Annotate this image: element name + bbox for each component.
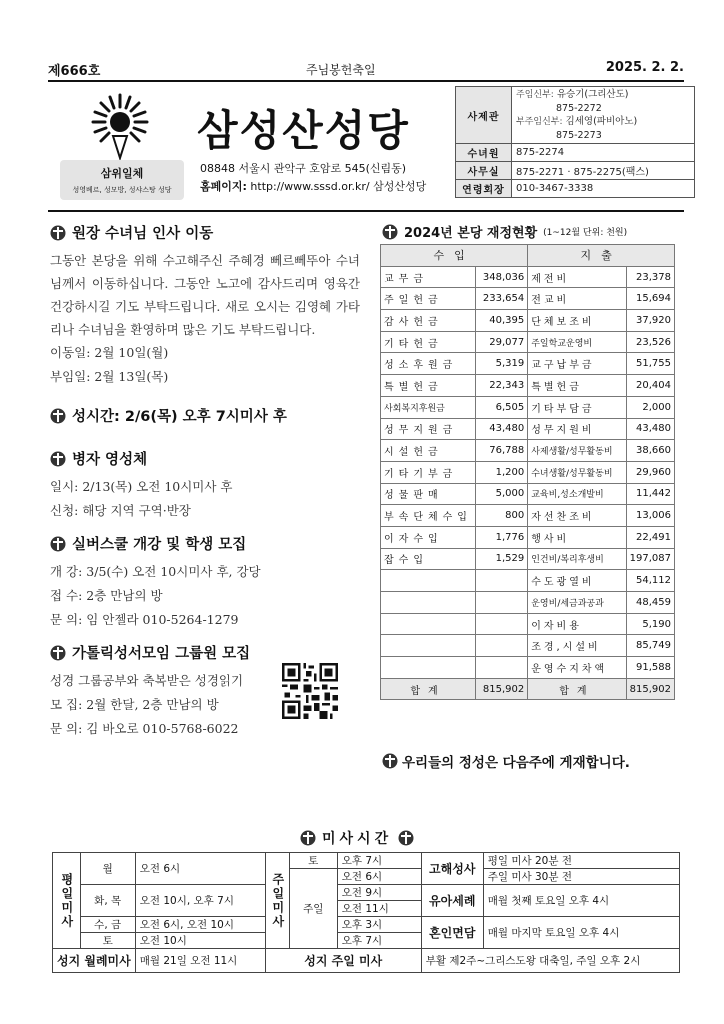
notice-4-line-3: 문 의: 임 안젤라 010-5264-1279	[50, 612, 239, 627]
finance-period: (1~12월 단위: 천원)	[543, 228, 628, 238]
income-label: 감사헌금	[381, 310, 476, 332]
finance-row	[381, 613, 675, 635]
income-label: 교무금	[381, 266, 476, 288]
shrine-sunday-time: 부활 제2주~그리스도왕 대축일, 주일 오후 2시	[421, 949, 679, 973]
notice-1-title: 원장 수녀님 인사 이동	[72, 226, 214, 242]
expense-value: 29,960	[626, 461, 674, 483]
council-label: 연령회장	[456, 180, 512, 198]
income-label	[381, 635, 476, 657]
office-label: 사무실	[456, 162, 512, 180]
notice-3-heading	[50, 448, 360, 469]
income-label: 기타기부금	[381, 461, 476, 483]
finance-row	[381, 440, 675, 462]
income-label: 주일헌금	[381, 288, 476, 310]
notice-5-body	[50, 669, 360, 741]
trinity-subtitle: 성영베르, 성모방, 성샤스탕 성당	[72, 186, 172, 194]
finance-row	[381, 353, 675, 375]
expense-label: 자선찬조비	[528, 505, 626, 527]
expense-value: 48,459	[626, 592, 674, 614]
income-value	[475, 592, 527, 614]
notice-5-title: 가톨릭성서모임 그룹원 모집	[72, 646, 251, 662]
wed-fri-time: 오전 6시, 오전 10시	[135, 917, 265, 933]
shrine-monthly-label: 성지 월례미사	[53, 949, 136, 973]
pastor-name: 유승기(그리산도)	[556, 89, 629, 100]
homepage-line	[200, 178, 426, 194]
income-value: 43,480	[475, 418, 527, 440]
pastor-role: 주임신부:	[516, 90, 554, 100]
donation-note-text: 우리들의 정성은 다음주에 게재합니다.	[402, 755, 630, 771]
finance-row	[381, 331, 675, 353]
income-label	[381, 570, 476, 592]
sun-time-1: 오전 6시	[337, 869, 421, 885]
issue-date: 2025. 2. 2.	[605, 60, 684, 75]
rectory-info	[512, 87, 695, 144]
expense-value: 51,755	[626, 353, 674, 375]
notice-3-title: 병자 영성체	[72, 452, 148, 468]
contact-table	[455, 86, 695, 198]
income-value: 29,077	[475, 331, 527, 353]
income-label: 기타헌금	[381, 331, 476, 353]
confession-sunday: 주일 미사 30분 전	[483, 869, 679, 885]
notice-3-line-2: 신청: 해당 지역 구역·반장	[50, 503, 191, 518]
finance-row	[381, 396, 675, 418]
expense-value: 91,588	[626, 657, 674, 679]
day-tue-thu: 화, 목	[80, 885, 135, 917]
sunday-mass-label: 주일미사	[265, 853, 289, 949]
expense-label: 주일학교운영비	[528, 331, 626, 353]
expense-header: 지출	[528, 245, 675, 267]
notice-4-line-2: 접 수: 2층 만남의 방	[50, 588, 163, 603]
income-value: 5,000	[475, 483, 527, 505]
income-value: 233,654	[475, 288, 527, 310]
baptism-schedule: 매월 첫째 토요일 오후 4시	[483, 885, 679, 917]
expense-value: 85,749	[626, 635, 674, 657]
trinity-title: 삼위일체	[100, 167, 144, 180]
income-label: 부속단체수입	[381, 505, 476, 527]
income-value	[475, 657, 527, 679]
notice-5-heading	[50, 642, 360, 663]
cross-emblem-icon	[50, 408, 66, 424]
sat-time: 오전 10시	[135, 933, 265, 949]
finance-row	[381, 483, 675, 505]
finance-row	[381, 657, 675, 679]
sunday-label: 주일	[289, 869, 337, 949]
finance-row	[381, 526, 675, 548]
expense-label: 전교비	[528, 288, 626, 310]
sun-time-2: 오전 9시	[337, 885, 421, 901]
cross-emblem-icon	[50, 536, 66, 552]
sun-sat-time: 오후 7시	[337, 853, 421, 869]
expense-value: 38,660	[626, 440, 674, 462]
sun-sat-label: 토	[289, 853, 337, 869]
church-address: 08848 서울시 관악구 호암로 545(신림동)	[200, 162, 407, 175]
income-label: 잡수입	[381, 548, 476, 570]
income-label: 성물판매	[381, 483, 476, 505]
finance-row	[381, 592, 675, 614]
donation-note	[382, 752, 682, 774]
mon-time: 오전 6시	[135, 853, 265, 885]
cross-emblem-icon	[398, 830, 414, 846]
tue-thu-time: 오전 10시, 오후 7시	[135, 885, 265, 917]
day-sat: 토	[80, 933, 135, 949]
assoc-phone: 875-2273	[556, 130, 602, 141]
expense-value: 197,087	[626, 548, 674, 570]
convent-phone: 875-2274	[512, 144, 695, 162]
expense-value: 2,000	[626, 396, 674, 418]
expense-label: 이자비용	[528, 613, 626, 635]
assoc-name: 김세영(파비아노)	[565, 116, 638, 127]
notice-3-line-1: 일시: 2/13(목) 오전 10시미사 후	[50, 479, 233, 494]
income-label: 성소후원금	[381, 353, 476, 375]
notice-2-heading	[50, 405, 360, 426]
confession-weekday: 평일 미사 20분 전	[483, 853, 679, 869]
expense-label: 조경,시설비	[528, 635, 626, 657]
income-label: 이자수입	[381, 526, 476, 548]
finance-row	[381, 505, 675, 527]
expense-value: 54,112	[626, 570, 674, 592]
income-header: 수입	[381, 245, 528, 267]
finance-row	[381, 288, 675, 310]
total-expense-label: 합계	[528, 678, 626, 700]
qr-code-icon[interactable]	[282, 663, 338, 719]
finance-table	[380, 244, 675, 700]
total-expense: 815,902	[626, 678, 674, 700]
day-wed-fri: 수, 금	[80, 917, 135, 933]
expense-label: 제전비	[528, 266, 626, 288]
masthead-line	[48, 58, 684, 82]
notice-1-arrive-date: 부임일: 2월 13일(목)	[50, 369, 169, 384]
church-logo-icon	[86, 92, 154, 160]
council-phone: 010-3467-3338	[512, 180, 695, 198]
notice-2-title: 성시간: 2/6(목) 오후 7시미사 후	[72, 409, 287, 425]
income-value: 800	[475, 505, 527, 527]
total-income: 815,902	[475, 678, 527, 700]
expense-label: 교구납부금	[528, 353, 626, 375]
cross-emblem-icon	[50, 225, 66, 241]
income-value: 1,776	[475, 526, 527, 548]
finance-row	[381, 310, 675, 332]
expense-value: 23,526	[626, 331, 674, 353]
marriage-label: 혼인면담	[421, 917, 483, 949]
marriage-schedule: 매월 마지막 토요일 오후 4시	[483, 917, 679, 949]
income-value: 1,200	[475, 461, 527, 483]
cross-emblem-icon	[300, 830, 316, 846]
notice-1-heading	[50, 222, 360, 243]
expense-value: 13,006	[626, 505, 674, 527]
expense-label: 기타부담금	[528, 396, 626, 418]
expense-value: 22,491	[626, 526, 674, 548]
notice-5-line-3: 문 의: 김 바오로 010-5768-6022	[50, 721, 239, 736]
expense-value: 15,694	[626, 288, 674, 310]
expense-label: 교육비,성소개발비	[528, 483, 626, 505]
finance-row	[381, 635, 675, 657]
convent-label: 수녀원	[456, 144, 512, 162]
office-phone: 875-2271 · 875-2275(팩스)	[512, 162, 695, 180]
notice-1-body: 그동안 본당을 위해 수고해주신 주혜경 뻬르뻬뚜아 수녀님께서 이동하십니다. 그동안 노고에 감사드리며 영육간 건강하시길 기도 부탁드립니다. 새로 오시는 김영혜 가타리나 수녀님을 환영하며 많은 기도 부탁드립니다.	[50, 253, 360, 337]
notice-1-move-date: 이동일: 2월 10일(월)	[50, 345, 169, 360]
cross-emblem-icon	[382, 224, 398, 240]
confession-label: 고해성사	[421, 853, 483, 885]
income-value	[475, 570, 527, 592]
expense-value: 37,920	[626, 310, 674, 332]
income-label: 사회복지후원금	[381, 396, 476, 418]
issue-number: 제666호	[48, 64, 101, 79]
income-value: 40,395	[475, 310, 527, 332]
income-label	[381, 657, 476, 679]
expense-value: 23,378	[626, 266, 674, 288]
cross-emblem-icon	[50, 645, 66, 661]
weekday-mass-label: 평일미사	[53, 853, 81, 949]
expense-value: 5,190	[626, 613, 674, 635]
income-value: 348,036	[475, 266, 527, 288]
cross-emblem-icon	[382, 753, 398, 769]
sun-time-5: 오후 7시	[337, 933, 421, 949]
finance-heading	[382, 222, 627, 241]
expense-label: 사제생활/성무활동비	[528, 440, 626, 462]
notice-4-title: 실버스쿨 개강 및 학생 모집	[72, 537, 247, 553]
notice-5-line-1: 성경 그룹공부와 축복받은 성경읽기	[50, 673, 244, 688]
liturgical-day: 주님봉헌축일	[306, 63, 376, 77]
notices-column	[50, 222, 360, 741]
church-name: 삼성산성당	[197, 106, 410, 155]
income-value: 5,319	[475, 353, 527, 375]
income-label	[381, 613, 476, 635]
notice-4-line-1: 개 강: 3/5(수) 오전 10시미사 후, 강당	[50, 564, 261, 579]
trinity-box	[60, 160, 184, 200]
expense-value: 20,404	[626, 375, 674, 397]
finance-row	[381, 570, 675, 592]
expense-value: 11,442	[626, 483, 674, 505]
expense-label: 운영비/세금과공과	[528, 592, 626, 614]
top-divider	[48, 80, 684, 82]
finance-row	[381, 418, 675, 440]
income-label: 특별헌금	[381, 375, 476, 397]
income-value: 76,788	[475, 440, 527, 462]
income-label: 시설헌금	[381, 440, 476, 462]
cross-emblem-icon	[50, 451, 66, 467]
expense-label: 수도광열비	[528, 570, 626, 592]
pastor-phone: 875-2272	[556, 103, 602, 114]
mass-times-table	[52, 852, 680, 973]
finance-row	[381, 548, 675, 570]
finance-row	[381, 375, 675, 397]
baptism-label: 유아세례	[421, 885, 483, 917]
mass-times-heading	[300, 828, 414, 848]
income-label: 성무지원금	[381, 418, 476, 440]
shrine-sunday-label: 성지 주일 미사	[265, 949, 421, 973]
header-divider	[48, 210, 684, 212]
income-value	[475, 635, 527, 657]
income-value: 1,529	[475, 548, 527, 570]
expense-label: 인건비/복리후생비	[528, 548, 626, 570]
rectory-label: 사제관	[456, 87, 512, 144]
expense-label: 행사비	[528, 526, 626, 548]
income-value: 22,343	[475, 375, 527, 397]
notice-4-heading	[50, 533, 360, 554]
income-label	[381, 592, 476, 614]
finance-row	[381, 461, 675, 483]
expense-value: 43,480	[626, 418, 674, 440]
expense-label: 운영수지차액	[528, 657, 626, 679]
assoc-role: 부주임신부:	[516, 117, 563, 127]
finance-title: 2024년 본당 재정현황	[404, 226, 538, 241]
expense-label: 특별헌금	[528, 375, 626, 397]
finance-row	[381, 266, 675, 288]
homepage-link[interactable]: http://www.sssd.or.kr/ 삼성산성당	[250, 180, 427, 193]
day-mon: 월	[80, 853, 135, 885]
expense-label: 단체보조비	[528, 310, 626, 332]
income-value	[475, 613, 527, 635]
homepage-label: 홈페이지:	[200, 180, 247, 193]
expense-label: 성무지원비	[528, 418, 626, 440]
shrine-monthly-time: 매월 21일 오전 11시	[135, 949, 265, 973]
notice-5-line-2: 모 집: 2월 한달, 2층 만남의 방	[50, 697, 219, 712]
sun-time-3: 오전 11시	[337, 901, 421, 917]
mass-times-title: 미사시간	[322, 831, 393, 847]
total-income-label: 합계	[381, 678, 476, 700]
sun-time-4: 오후 3시	[337, 917, 421, 933]
income-value: 6,505	[475, 396, 527, 418]
expense-label: 수녀생활/성무활동비	[528, 461, 626, 483]
